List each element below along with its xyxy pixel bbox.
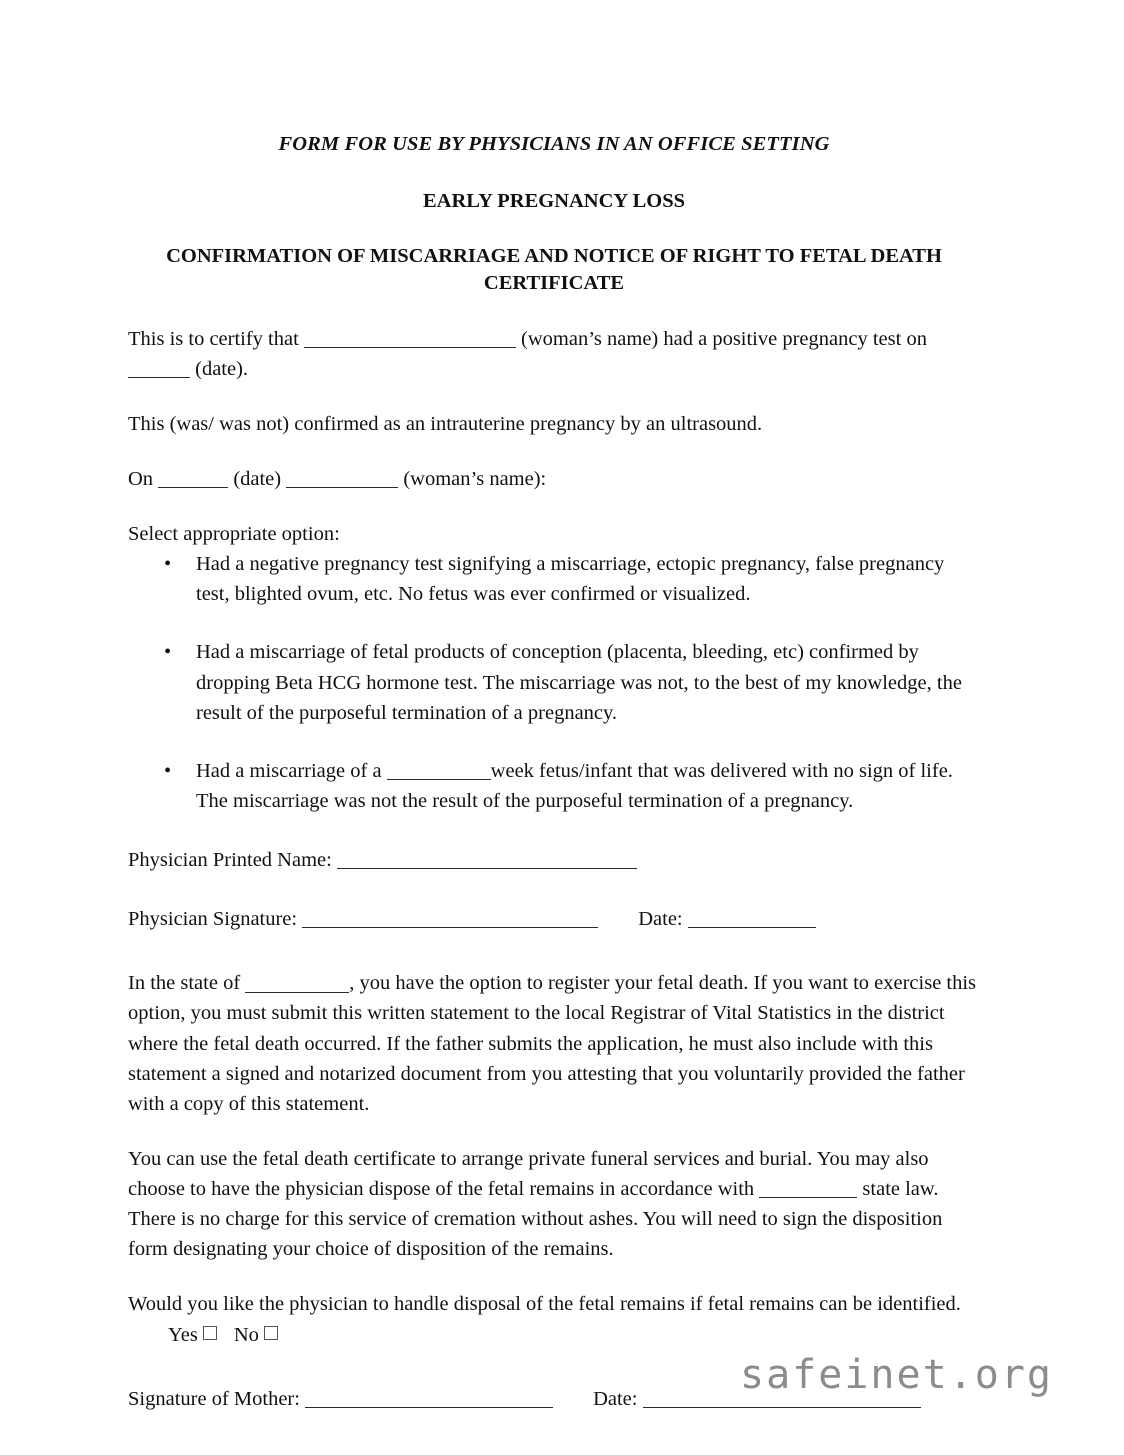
heading-form-use: FORM FOR USE BY PHYSICIANS IN AN OFFICE SETTING: [278, 133, 830, 155]
bullet-icon: •: [164, 553, 172, 576]
on-lead-text: On: [128, 467, 159, 490]
yes-checkbox[interactable]: [203, 1326, 217, 1340]
option-text: Had a miscarriage of fetal products of conception (placenta, bleeding, etc) confirmed by dropping Beta HCG hormone test. The miscarriage was not, to the best of my knowledge, the result of the purposeful termination of a pregnancy.: [196, 641, 962, 724]
event-womans-name-blank[interactable]: [286, 468, 398, 488]
list-item[interactable]: [128, 549, 980, 609]
state-law-blank[interactable]: [759, 1178, 857, 1198]
yes-no-choice-group: [168, 1324, 281, 1346]
list-item[interactable]: [128, 637, 980, 727]
spacer: [128, 439, 980, 464]
bullet-icon: •: [164, 641, 172, 664]
spacer: [128, 494, 980, 519]
physician-printed-name-blank[interactable]: [337, 849, 637, 869]
physician-date-blank[interactable]: [688, 908, 816, 928]
spacer: [128, 1264, 980, 1289]
event-date-blank[interactable]: [158, 468, 228, 488]
on-middle-text: (date): [228, 467, 287, 490]
certify-paragraph: [128, 324, 980, 384]
select-option-prompt: Select appropriate option:: [128, 523, 340, 546]
spacer: [128, 297, 980, 324]
page-title: CONFIRMATION OF MISCARRIAGE AND NOTICE OF RIGHT TO FETAL DEATH CERTIFICATE: [166, 245, 942, 294]
option-list: [128, 549, 980, 816]
positive-test-date-blank[interactable]: [128, 357, 190, 377]
state-name-blank[interactable]: [245, 972, 349, 992]
document-body: [128, 132, 980, 1414]
physician-printed-name-line: [128, 845, 980, 875]
spacer: [128, 875, 980, 904]
state-tail-text: , you have the option to register your fetal death. If you want to exercise this option, you must submit this written statement to the local Registrar of Vital Statistics in the district where the fetal death occurred. If the father submits the application, he must also include with this statement a signed and notarized document from you attesting that you voluntarily provided the father with a copy of this statement.: [128, 972, 977, 1115]
no-label: No: [233, 1323, 259, 1346]
physician-date-label: Date:: [638, 908, 688, 931]
heading-subject: EARLY PREGNANCY LOSS: [423, 189, 685, 212]
certificate-lead-text: You can use the fetal death certificate to arrange private funeral services and burial. You may also choose to have the physician dispose of the fetal remains in accordance with: [128, 1147, 929, 1201]
option-text: Had a negative pregnancy test signifying a miscarriage, ectopic pregnancy, false pregnancy test, blighted ovum, etc. No fetus was ever confirmed or visualized.: [196, 553, 945, 606]
spacer: [128, 384, 980, 409]
bullet-icon: •: [164, 759, 172, 782]
on-tail-text: (woman’s name):: [398, 467, 547, 490]
mother-date-label: Date:: [593, 1387, 643, 1410]
mother-signature-label: Signature of Mother:: [128, 1387, 306, 1410]
certify-lead-text: This is to certify that: [128, 327, 304, 350]
option-lead-text: Had a miscarriage of a: [196, 759, 387, 782]
spacer: [128, 816, 980, 845]
certificate-use-paragraph: [128, 1144, 980, 1265]
spacer: [128, 1119, 980, 1144]
gestational-week-blank[interactable]: [387, 760, 491, 780]
yes-label: Yes: [168, 1323, 198, 1346]
on-date-line: [128, 464, 980, 494]
physician-signature-line: [128, 904, 980, 934]
certify-tail-text: (date).: [190, 357, 249, 380]
no-checkbox[interactable]: [264, 1326, 278, 1340]
physician-signature-label: Physician Signature:: [128, 908, 303, 931]
womans-name-blank[interactable]: [304, 327, 516, 347]
disposal-question-text: Would you like the physician to handle disposal of the fetal remains if fetal remains can be identified.: [128, 1293, 961, 1316]
physician-signature-blank[interactable]: [302, 908, 598, 928]
spacer: [128, 158, 980, 189]
mother-signature-blank[interactable]: [305, 1387, 553, 1407]
list-item[interactable]: [128, 756, 980, 816]
ultrasound-paragraph: This (was/ was not) confirmed as an intrauterine pregnancy by an ultrasound.: [128, 412, 763, 435]
state-registration-paragraph: [128, 968, 980, 1119]
disposal-question-paragraph: [128, 1289, 980, 1349]
watermark: safeinet.org: [740, 1352, 1053, 1398]
physician-printed-name-label: Physician Printed Name:: [128, 849, 337, 872]
option-tail-text: week fetus/infant that was delivered with no sign of life. The miscarriage was not the result of the purposeful termination of a pregnancy.: [196, 759, 953, 812]
spacer: [128, 214, 980, 243]
certify-middle-text: (woman’s name) had a positive pregnancy test on: [515, 327, 927, 350]
spacer: [128, 934, 980, 968]
certificate-tail-text: state law. There is no charge for this service of cremation without ashes. You will need to sign the disposition form designating your choice of disposition of the remains.: [128, 1178, 943, 1261]
state-lead-text: In the state of: [128, 972, 246, 995]
